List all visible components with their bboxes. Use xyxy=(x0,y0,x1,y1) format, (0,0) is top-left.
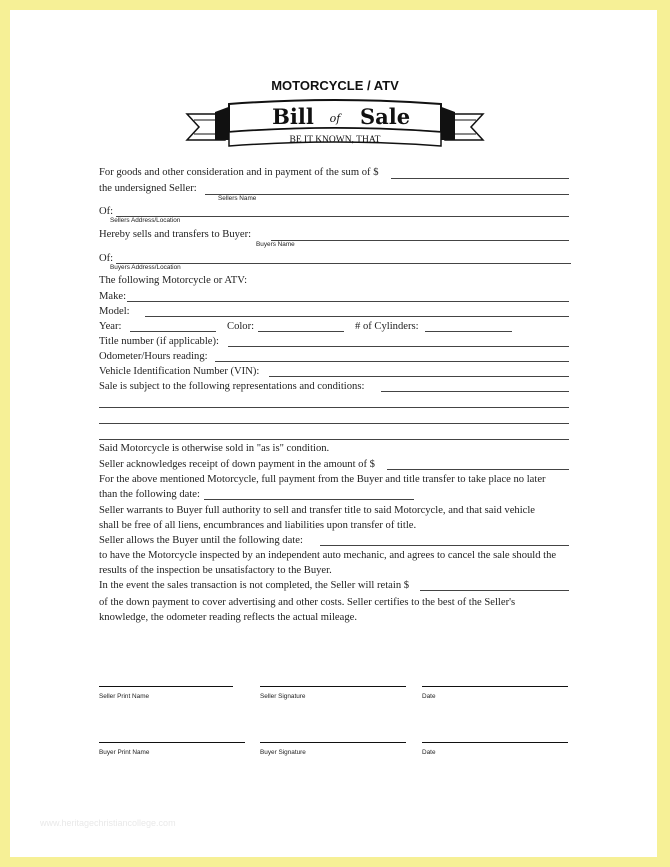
watermark: www.heritagechristiancollege.com xyxy=(40,818,176,828)
buyer-print-name-label: Buyer Print Name xyxy=(99,749,150,756)
conditions-field-2[interactable] xyxy=(99,407,569,408)
warrants-text-1: Seller warrants to Buyer full authority to sell and transfer title to said Motorcycle, and that said vehicle xyxy=(99,505,535,516)
sum-field[interactable] xyxy=(391,178,569,179)
seller-date-line[interactable] xyxy=(422,686,568,687)
buyer-address-field[interactable] xyxy=(116,263,571,264)
buyer-of-label: Of: xyxy=(99,253,114,264)
seller-of-label: Of: xyxy=(99,206,114,217)
conditions-label: Sale is subject to the following representations and conditions: xyxy=(99,381,365,392)
inspection-date-field[interactable] xyxy=(320,545,569,546)
retain-label: In the event the sales transaction is not completed, the Seller will retain $ xyxy=(99,580,410,591)
conditions-field-3[interactable] xyxy=(99,423,569,424)
warrants-text-2: shall be free of all liens, encumbrances and liabilities upon transfer of title. xyxy=(99,520,417,531)
title-number-label: Title number (if applicable): xyxy=(99,336,219,347)
full-payment-text-2: than the following date: xyxy=(99,489,200,500)
sum-label: For goods and other consideration and in payment of the sum of $ xyxy=(99,167,379,178)
seller-signature-label: Seller Signature xyxy=(260,693,306,700)
full-payment-date-field[interactable] xyxy=(204,499,414,500)
banner-subtitle: BE IT KNOWN, THAT xyxy=(289,135,381,145)
seller-name-field[interactable] xyxy=(205,194,569,195)
buyer-signature-label: Buyer Signature xyxy=(260,749,306,756)
seller-address-field[interactable] xyxy=(116,216,569,217)
down-payment-field[interactable] xyxy=(387,469,569,470)
buyer-date-line[interactable] xyxy=(422,742,568,743)
title-number-field[interactable] xyxy=(228,346,569,347)
cover-text-2: knowledge, the odometer reading reflects the actual mileage. xyxy=(99,612,357,623)
inspect-text-1: to have the Motorcycle inspected by an independent auto mechanic, and agrees to cancel the sale should the xyxy=(99,550,557,561)
seller-signature-line[interactable] xyxy=(260,686,406,687)
allows-label: Seller allows the Buyer until the following date: xyxy=(99,535,303,546)
seller-print-name-line[interactable] xyxy=(99,686,233,687)
conditions-field-4[interactable] xyxy=(99,439,569,440)
make-label: Make: xyxy=(99,291,127,302)
cylinders-label: # of Cylinders: xyxy=(355,321,419,332)
seller-address-caption: Sellers Address/Location xyxy=(110,217,181,224)
buyer-name-field[interactable] xyxy=(271,240,569,241)
make-field[interactable] xyxy=(127,301,569,302)
buyer-date-label: Date xyxy=(422,749,436,756)
conditions-field-1[interactable] xyxy=(381,391,569,392)
buyer-print-name-line[interactable] xyxy=(99,742,245,743)
banner-of-text: of xyxy=(329,112,341,125)
sellers-name-caption: Sellers Name xyxy=(218,195,257,202)
retain-amount-field[interactable] xyxy=(420,590,569,591)
seller-label: the undersigned Seller: xyxy=(99,183,197,194)
as-is-text: Said Motorcycle is otherwise sold in "as is" condition. xyxy=(99,443,330,454)
down-payment-label: Seller acknowledges receipt of down payment in the amount of $ xyxy=(99,459,375,470)
bill-of-sale-banner xyxy=(185,98,485,154)
buyer-signature-line[interactable] xyxy=(260,742,406,743)
banner-sale-text: Sale xyxy=(359,104,411,129)
year-field[interactable] xyxy=(130,331,216,332)
model-label: Model: xyxy=(99,306,130,317)
year-label: Year: xyxy=(99,321,122,332)
vin-label: Vehicle Identification Number (VIN): xyxy=(99,366,260,377)
color-field[interactable] xyxy=(258,331,344,332)
banner-bill-text: Bill xyxy=(272,104,314,129)
cover-text-1: of the down payment to cover advertising and other costs. Seller certifies to the best of the Seller's xyxy=(99,597,516,608)
following-label: The following Motorcycle or ATV: xyxy=(99,275,248,286)
seller-date-label: Date xyxy=(422,693,436,700)
buyers-name-caption: Buyers Name xyxy=(256,241,295,248)
buyer-address-caption: Buyers Address/Location xyxy=(110,264,181,271)
odometer-field[interactable] xyxy=(215,361,569,362)
model-field[interactable] xyxy=(145,316,569,317)
odometer-label: Odometer/Hours reading: xyxy=(99,351,208,362)
vin-field[interactable] xyxy=(269,376,569,377)
full-payment-text-1: For the above mentioned Motorcycle, full payment from the Buyer and title transfer to take place no later xyxy=(99,474,546,485)
seller-print-name-label: Seller Print Name xyxy=(99,693,150,700)
form-heading: MOTORCYCLE / ATV xyxy=(271,78,399,93)
color-label: Color: xyxy=(227,321,255,332)
transfer-label: Hereby sells and transfers to Buyer: xyxy=(99,229,252,240)
cylinders-field[interactable] xyxy=(425,331,512,332)
inspect-text-2: results of the inspection be unsatisfactory to the Buyer. xyxy=(99,565,332,576)
